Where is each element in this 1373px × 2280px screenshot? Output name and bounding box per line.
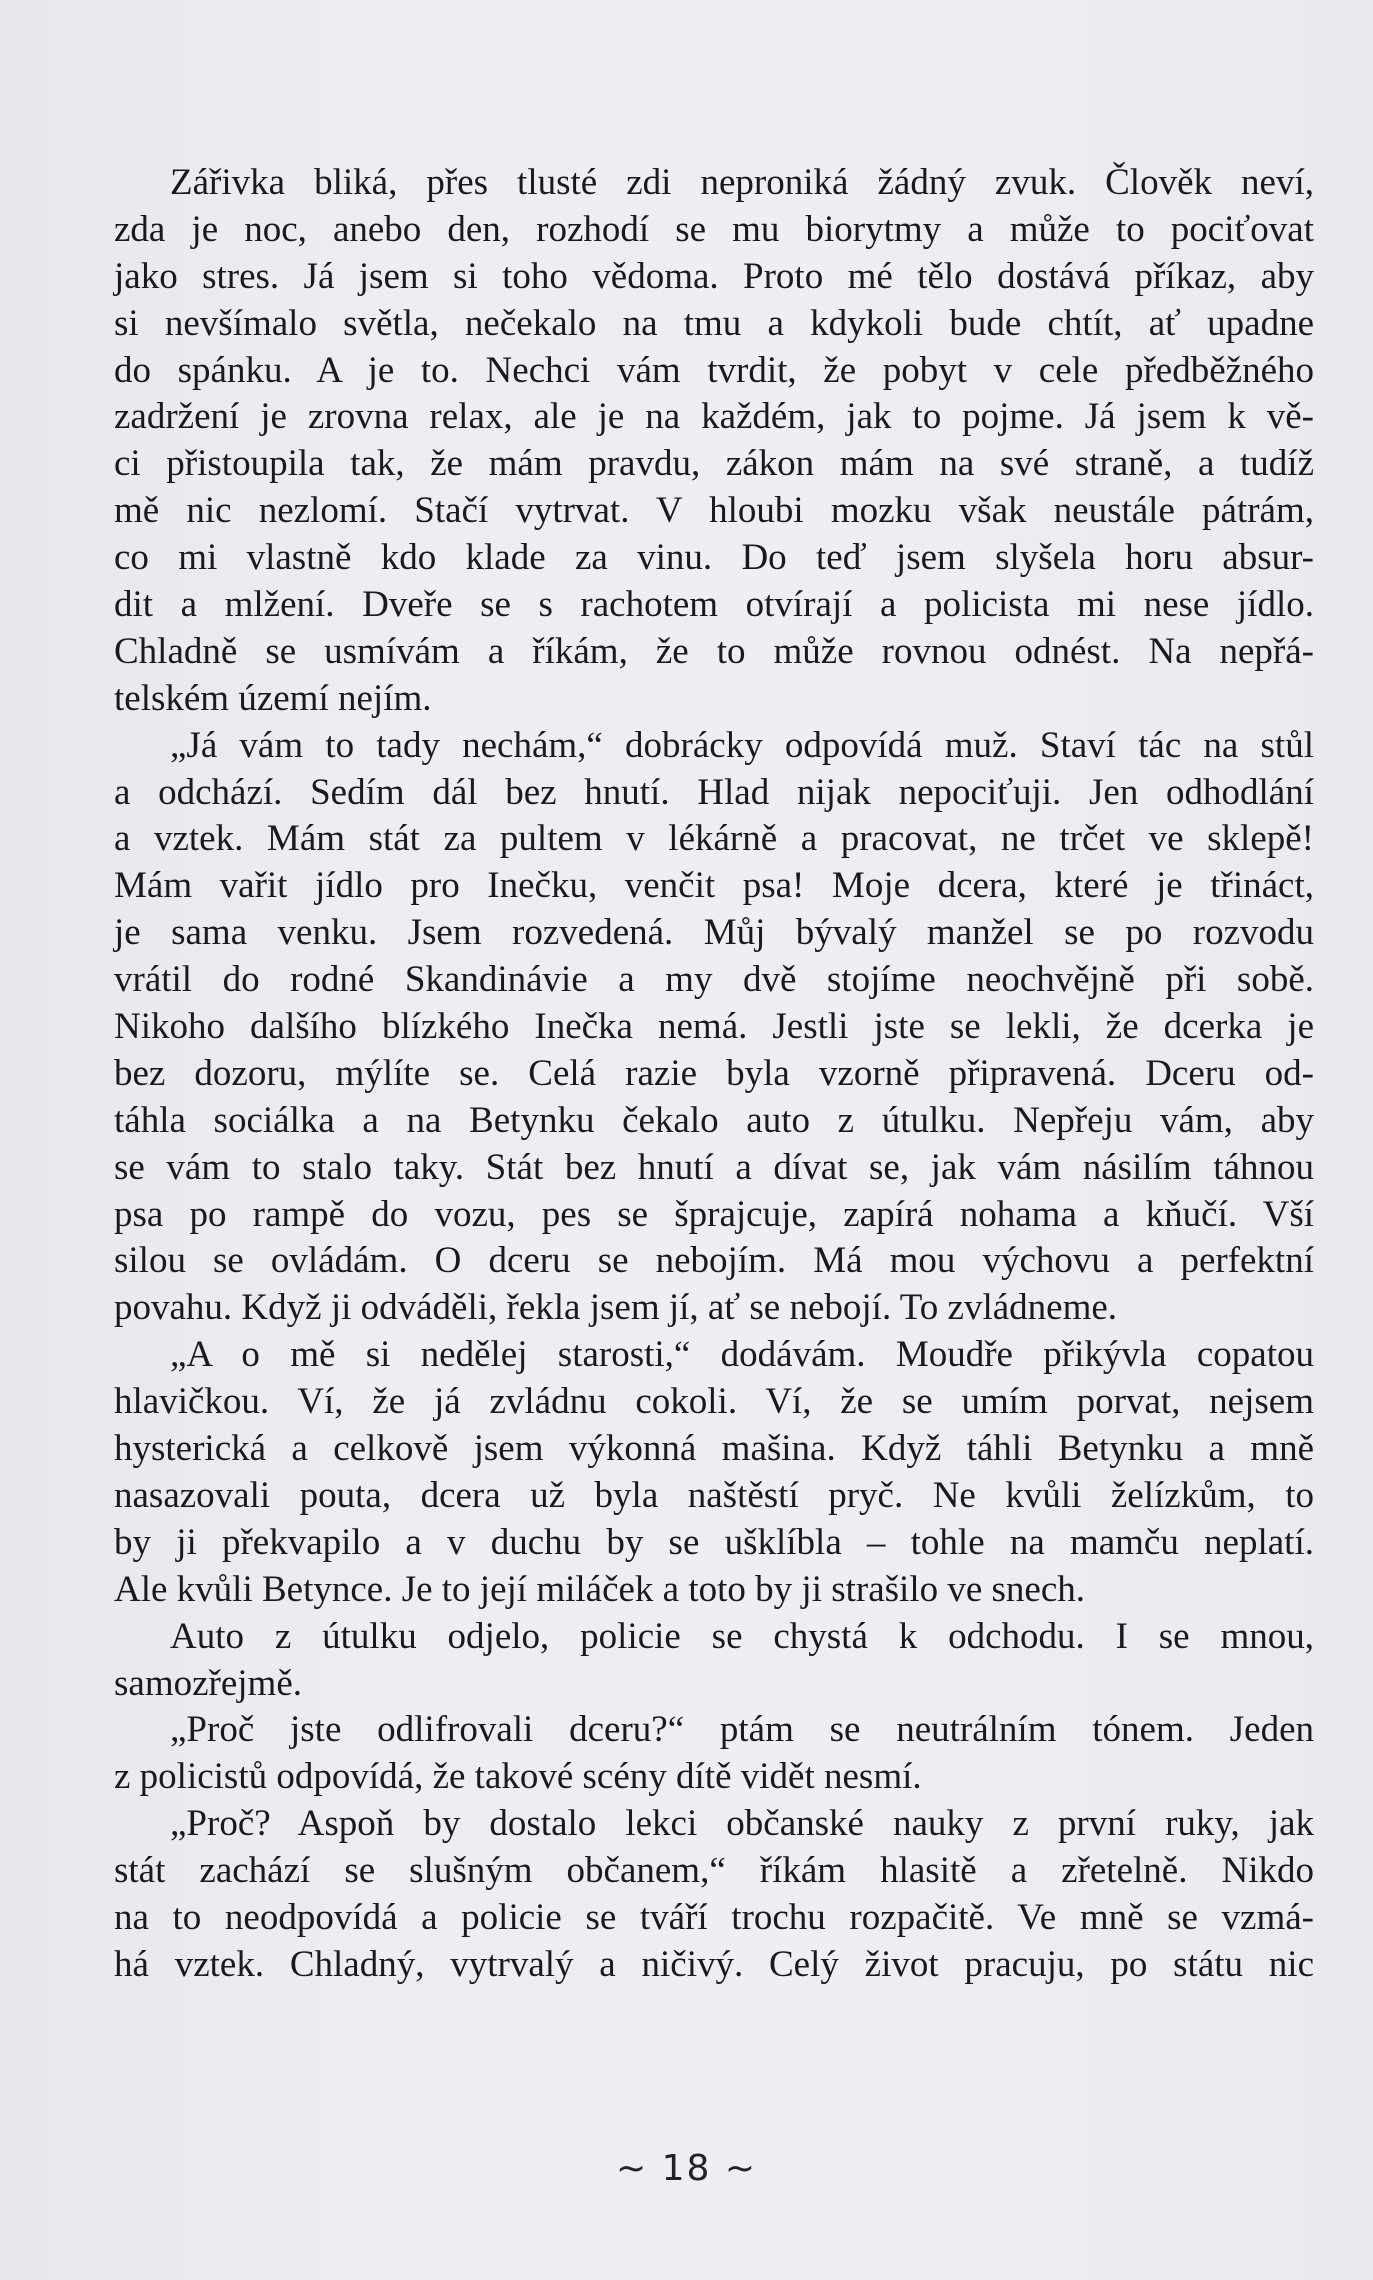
- text-line: há vztek. Chladný, vytrvalý a ničivý. Celý život pracuju, po státu nic: [114, 1943, 1314, 1985]
- text-line: nasazovali pouta, dcera už byla naštěstí pryč. Ne kvůli želízkům, to: [114, 1474, 1314, 1516]
- text-line: Nikoho dalšího blízkého Inečka nemá. Jestli jste se lekli, že dcerka je: [114, 1006, 1314, 1048]
- text-line: psa po rampě do vozu, pes se šprajcuje, zapírá nohama a kňučí. Vší: [114, 1193, 1314, 1235]
- text-line: „Proč? Aspoň by dostalo lekci občanské nauky z první ruky, jak: [170, 1803, 1314, 1845]
- text-line: telském území nejím.: [114, 677, 432, 719]
- text-line: vrátil do rodné Skandinávie a my dvě stojíme neochvějně při sobě.: [114, 959, 1314, 1001]
- text-line: zda je noc, anebo den, rozhodí se mu biorytmy a může to pociťovat: [114, 208, 1314, 250]
- text-line: silou se ovládám. O dceru se nebojím. Má mou výchovu a perfektní: [114, 1240, 1314, 1282]
- text-line: a odchází. Sedím dál bez hnutí. Hlad nijak nepociťuji. Jen odhodlání: [114, 771, 1314, 813]
- text-line: samozřejmě.: [114, 1662, 302, 1704]
- text-line: do spánku. A je to. Nechci vám tvrdit, že pobyt v cele předběžného: [114, 349, 1314, 391]
- text-line: hlavičkou. Ví, že já zvládnu cokoli. Ví, že se umím porvat, nejsem: [114, 1381, 1314, 1423]
- text-line: Mám vařit jídlo pro Inečku, venčit psa! Moje dcera, které je třináct,: [114, 865, 1314, 907]
- text-line: povahu. Když ji odváděli, řekla jsem jí, ať se nebojí. To zvládneme.: [114, 1287, 1118, 1329]
- text-line: je sama venku. Jsem rozvedená. Můj bývalý manžel se po rozvodu: [114, 912, 1314, 954]
- text-line: stát zachází se slušným občanem,“ říkám hlasitě a zřetelně. Nikdo: [114, 1850, 1314, 1892]
- text-line: dit a mlžení. Dveře se s rachotem otvírají a policista mi nese jídlo.: [114, 584, 1314, 626]
- text-line: a vztek. Mám stát za pultem v lékárně a pracovat, ne trčet ve sklepě!: [114, 818, 1314, 860]
- text-line: zadržení je zrovna relax, ale je na každém, jak to pojme. Já jsem k vě-: [114, 396, 1314, 438]
- text-line: mě nic nezlomí. Stačí vytrvat. V hloubi mozku však neustále pátrám,: [114, 490, 1314, 532]
- text-line: se vám to stalo taky. Stát bez hnutí a dívat se, jak vám násilím táhnou: [114, 1146, 1314, 1188]
- text-line: na to neodpovídá a policie se tváří trochu rozpačitě. Ve mně se vzmá-: [114, 1896, 1314, 1938]
- text-line: hysterická a celkově jsem výkonná mašina. Když táhli Betynku a mně: [114, 1428, 1314, 1470]
- text-line: jako stres. Já jsem si toho vědoma. Proto mé tělo dostává příkaz, aby: [114, 255, 1314, 297]
- text-line: Chladně se usmívám a říkám, že to může rovnou odnést. Na nepřá-: [114, 630, 1314, 672]
- text-line: si nevšímalo světla, nečekalo na tmu a kdykoli bude chtít, ať upadne: [114, 302, 1314, 344]
- text-line: Ale kvůli Betynce. Je to její miláček a toto by ji strašilo ve snech.: [114, 1568, 1086, 1610]
- text-line: by ji překvapilo a v duchu by se ušklíbla – tohle na mamču neplatí.: [114, 1521, 1314, 1563]
- body-text: [114, 160, 1314, 1989]
- text-line: „Já vám to tady nechám,“ dobrácky odpovídá muž. Staví tác na stůl: [170, 724, 1314, 766]
- text-line: co mi vlastně kdo klade za vinu. Do teď jsem slyšela horu absur-: [114, 537, 1314, 579]
- text-line: ci přistoupila tak, že mám pravdu, zákon mám na své straně, a tudíž: [114, 443, 1314, 485]
- text-line: „Proč jste odlifrovali dceru?“ ptám se neutrálním tónem. Jeden: [170, 1709, 1314, 1751]
- text-line: Auto z útulku odjelo, policie se chystá k odchodu. I se mnou,: [170, 1615, 1314, 1657]
- text-line: „A o mě si nedělej starosti,“ dodávám. Moudře přikývla copatou: [170, 1334, 1314, 1376]
- text-line: Zářivka bliká, přes tlusté zdi neproniká žádný zvuk. Člověk neví,: [170, 162, 1314, 203]
- page-number: ~ 18 ~: [615, 2148, 758, 2189]
- text-line: táhla sociálka a na Betynku čekalo auto z útulku. Nepřeju vám, aby: [114, 1099, 1314, 1141]
- text-line: z policistů odpovídá, že takové scény dítě vidět nesmí.: [114, 1756, 922, 1798]
- text-line: bez dozoru, mýlíte se. Celá razie byla vzorně připravená. Dceru od-: [114, 1052, 1314, 1094]
